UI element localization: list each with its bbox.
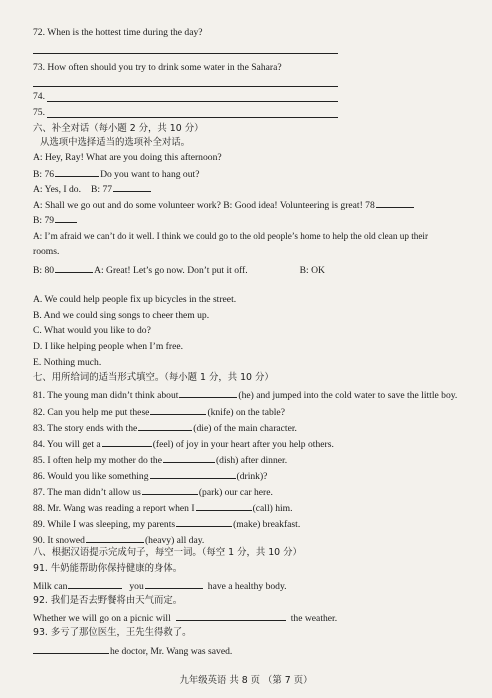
blank-82[interactable] — [150, 405, 206, 415]
blank-90[interactable] — [86, 533, 144, 543]
question-84 — [33, 437, 484, 451]
dialog-text: B: 77 — [90, 184, 113, 195]
question-93-chinese: 93. 多亏了那位医生，王先生得救了。 — [33, 627, 192, 638]
question-text: have a healthy body. — [207, 581, 287, 592]
dialog-line-6b: rooms. — [33, 246, 60, 257]
dialog-text: B: 80 — [33, 265, 55, 276]
dialog-text: B: 76 — [33, 169, 55, 180]
blank-78[interactable] — [376, 198, 414, 208]
dialog-line-3 — [33, 182, 484, 196]
question-92-chinese: 92. 我们是否去野餐将由天气而定。 — [33, 595, 183, 606]
question-text: (drink)? — [236, 471, 268, 482]
dialog-line-2 — [33, 167, 484, 181]
question-85 — [33, 453, 484, 467]
question-text: (feel) of joy in your heart after you help others. — [152, 439, 334, 450]
blank-92[interactable] — [176, 611, 286, 621]
section-8-title: 八、根据汉语提示完成句子，每空一词。（每空 1 分，共 10 分） — [33, 547, 302, 558]
question-87 — [33, 485, 484, 499]
dialog-line-7 — [33, 263, 484, 277]
question-text: (die) of the main character. — [193, 423, 297, 434]
answer-line-74[interactable] — [47, 101, 338, 102]
question-text: 83. The story ends with the — [33, 423, 138, 434]
blank-87[interactable] — [142, 485, 198, 495]
section-6-instruction: 从选项中选择适当的选项补全对话。 — [40, 137, 191, 148]
dialog-text: B: OK — [299, 265, 325, 276]
question-90 — [33, 533, 484, 547]
dialog-text: A: Shall we go out and do some volunteer work? B: Good idea! Volunteering is great! 78 — [33, 200, 375, 211]
section-7-title: 七、用所给词的适当形式填空。（每小题 1 分，共 10 分） — [33, 372, 274, 383]
question-text: (he) and jumped into the cold water to save the little boy. — [238, 390, 458, 401]
question-text: (dish) after dinner. — [215, 455, 288, 466]
question-72: 72. When is the hottest time during the day? — [33, 27, 203, 38]
blank-86[interactable] — [150, 469, 236, 479]
answer-line-72[interactable] — [33, 53, 338, 54]
blank-81[interactable] — [179, 388, 237, 398]
answer-line-73[interactable] — [33, 86, 338, 87]
dialog-line-4 — [33, 198, 484, 212]
question-text: (heavy) all day. — [144, 535, 205, 546]
blank-84[interactable] — [102, 437, 152, 447]
question-74-label: 74. — [33, 91, 45, 102]
question-text: 89. While I was sleeping, my parents — [33, 519, 176, 530]
question-text: Milk can — [33, 581, 68, 592]
blank-89[interactable] — [176, 517, 232, 527]
question-text: he doctor, Mr. Wang was saved. — [110, 646, 233, 657]
blank-93[interactable] — [33, 644, 109, 654]
question-88 — [33, 501, 484, 515]
question-82 — [33, 405, 484, 419]
answer-line-75[interactable] — [47, 117, 338, 118]
blank-79[interactable] — [55, 213, 77, 223]
option-e: E. Nothing much. — [33, 357, 102, 368]
option-d: D. I like helping people when I’m free. — [33, 341, 183, 352]
blank-80[interactable] — [55, 263, 93, 273]
question-93 — [33, 644, 484, 658]
question-text: 82. Can you help me put these — [33, 407, 150, 418]
question-text: 86. Would you like something — [33, 471, 149, 482]
question-81 — [33, 388, 484, 402]
question-text: the weather. — [290, 613, 338, 624]
page-footer: 九年级英语 共 8 页 （第 7 页） — [179, 675, 313, 686]
dialog-text: A: Great! Let’s go now. Don’t put it off. — [94, 265, 248, 276]
question-91 — [33, 579, 484, 593]
dialog-line-1: A: Hey, Ray! What are you doing this afternoon? — [33, 152, 222, 163]
question-83 — [33, 421, 484, 435]
question-text: you — [129, 581, 144, 592]
question-text: 88. Mr. Wang was reading a report when I — [33, 503, 195, 514]
question-89 — [33, 517, 484, 531]
blank-77[interactable] — [113, 182, 151, 192]
question-text: 85. I often help my mother do the — [33, 455, 162, 466]
blank-85[interactable] — [163, 453, 215, 463]
option-b: B. And we could sing songs to cheer them up. — [33, 310, 210, 321]
question-75-label: 75. — [33, 107, 45, 118]
question-text: Whether we will go on a picnic will — [33, 613, 171, 624]
question-text: (park) our car here. — [198, 487, 273, 498]
question-73: 73. How often should you try to drink some water in the Sahara? — [33, 62, 282, 73]
blank-91a[interactable] — [68, 579, 122, 589]
dialog-text: B: 79 — [33, 215, 55, 226]
question-text: 81. The young man didn’t think about — [33, 390, 179, 401]
section-6-title: 六、补全对话（每小题 2 分，共 10 分） — [33, 123, 204, 134]
dialog-line-5 — [33, 213, 484, 227]
question-text: 84. You will get a — [33, 439, 101, 450]
dialog-text: Do you want to hang out? — [100, 169, 200, 180]
option-a: A. We could help people fix up bicycles in the street. — [33, 294, 237, 305]
question-text: (call) him. — [252, 503, 293, 514]
question-91-chinese: 91. 牛奶能帮助你保持健康的身体。 — [33, 563, 183, 574]
question-text: (knife) on the table? — [207, 407, 285, 418]
option-c: C. What would you like to do? — [33, 325, 151, 336]
blank-83[interactable] — [138, 421, 192, 431]
question-text: (make) breakfast. — [233, 519, 301, 530]
question-text: 87. The man didn’t allow us — [33, 487, 141, 498]
dialog-text: A: Yes, I do. — [33, 184, 81, 195]
blank-91b[interactable] — [145, 579, 203, 589]
question-86 — [33, 469, 484, 483]
dialog-line-6a: A: I’m afraid we can’t do it well. I think we could go to the old people’s home to help the old clean up their — [33, 231, 429, 241]
question-text: 90. It snowed — [33, 535, 85, 546]
blank-88[interactable] — [196, 501, 252, 511]
blank-76[interactable] — [55, 167, 99, 177]
question-92 — [33, 611, 484, 625]
